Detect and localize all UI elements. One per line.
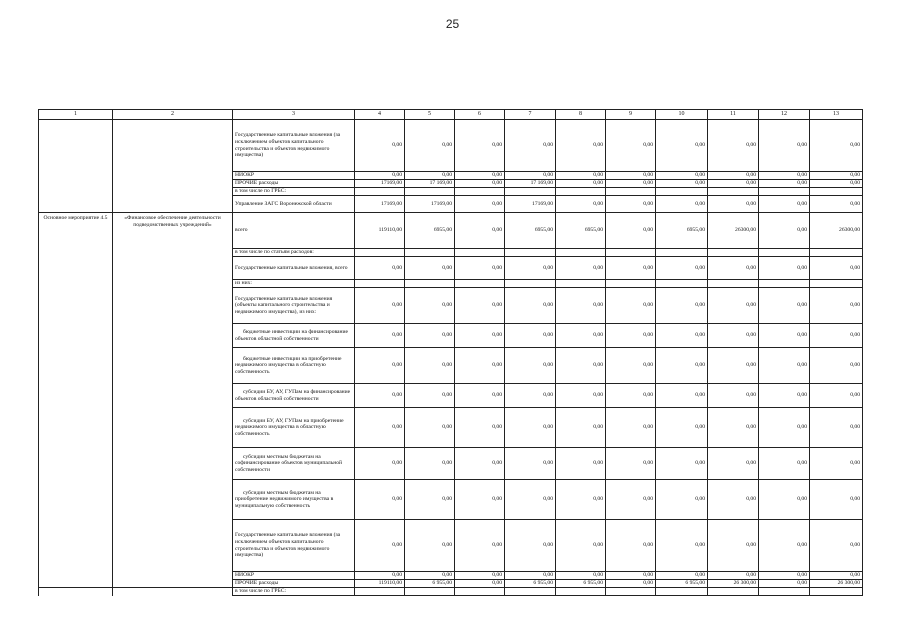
activity-name-cell (113, 257, 233, 280)
activity-cell (39, 180, 113, 188)
value-cell: 0,00 (355, 572, 405, 580)
value-cell: 0,00 (810, 172, 863, 180)
value-cell (455, 280, 505, 288)
value-cell: 0,00 (656, 520, 708, 572)
value-cell (759, 188, 810, 196)
header-row (39, 110, 863, 120)
budget-table (38, 109, 863, 596)
value-cell: 26 300,00 (810, 580, 863, 588)
activity-cell (39, 572, 113, 580)
value-cell (556, 588, 606, 596)
value-cell: 0,00 (455, 196, 505, 213)
value-cell: 0,00 (355, 288, 405, 324)
value-cell: 0,00 (355, 384, 405, 408)
table-row (39, 572, 863, 580)
value-cell: 0,00 (708, 180, 759, 188)
value-cell: 0,00 (556, 448, 606, 480)
value-cell: 17 169,00 (505, 180, 556, 188)
value-cell: 119110,00 (355, 580, 405, 588)
value-cell: 0,00 (405, 480, 455, 520)
value-cell: 0,00 (455, 448, 505, 480)
value-cell: 0,00 (455, 580, 505, 588)
value-cell: 0,00 (556, 180, 606, 188)
header-cell: 3 (233, 110, 355, 120)
value-cell: 0,00 (405, 448, 455, 480)
value-cell: 0,00 (455, 384, 505, 408)
activity-cell (39, 348, 113, 384)
activity-name-cell (113, 280, 233, 288)
value-cell: 0,00 (606, 408, 656, 448)
value-cell (405, 280, 455, 288)
value-cell: 0,00 (355, 324, 405, 348)
value-cell: 17 169,00 (405, 180, 455, 188)
expense-item-label: субсидии БУ, АУ, ГУПам на приобретение недвижимого имущества в областную собственность (233, 408, 355, 448)
value-cell: 0,00 (505, 257, 556, 280)
value-cell: 119110,00 (355, 213, 405, 249)
expense-item-label: ПРОЧИЕ расходы (233, 580, 355, 588)
value-cell: 0,00 (405, 172, 455, 180)
value-cell: 0,00 (505, 288, 556, 324)
activity-cell (39, 324, 113, 348)
value-cell: 0,00 (759, 196, 810, 213)
value-cell: 6955,00 (556, 213, 606, 249)
value-cell: 0,00 (656, 408, 708, 448)
table-row (39, 480, 863, 520)
value-cell (708, 249, 759, 257)
value-cell: 0,00 (656, 257, 708, 280)
value-cell: 0,00 (606, 480, 656, 520)
value-cell (455, 188, 505, 196)
activity-name: «Финансовое обеспечение деятельности подведомственных учреждений» (113, 213, 233, 249)
value-cell: 0,00 (810, 180, 863, 188)
activity-name-cell (113, 480, 233, 520)
value-cell: 0,00 (405, 384, 455, 408)
value-cell: 0,00 (606, 580, 656, 588)
value-cell (656, 280, 708, 288)
activity-cell (39, 288, 113, 324)
activity-cell (39, 249, 113, 257)
value-cell (606, 249, 656, 257)
value-cell: 0,00 (656, 448, 708, 480)
value-cell: 0,00 (355, 172, 405, 180)
value-cell: 0,00 (656, 348, 708, 384)
expense-item-label: Государственные капитальные вложения (за исключением объектов капитального строительства и объектов недвижимого имущества) (233, 120, 355, 172)
value-cell: 0,00 (606, 213, 656, 249)
value-cell: 0,00 (708, 408, 759, 448)
table-row (39, 172, 863, 180)
value-cell: 6955,00 (405, 213, 455, 249)
value-cell: 0,00 (455, 480, 505, 520)
expense-item-label: субсидии местным бюджетам на софинансирование объектов муниципальной собственности (233, 448, 355, 480)
value-cell: 0,00 (606, 172, 656, 180)
header-cell: 8 (556, 110, 606, 120)
value-cell: 0,00 (759, 572, 810, 580)
value-cell: 0,00 (556, 324, 606, 348)
header-cell: 9 (606, 110, 656, 120)
table-row (39, 280, 863, 288)
value-cell (810, 280, 863, 288)
value-cell: 0,00 (355, 348, 405, 384)
value-cell (759, 588, 810, 596)
value-cell: 17169,00 (505, 196, 556, 213)
activity-name-cell (113, 408, 233, 448)
value-cell: 0,00 (810, 572, 863, 580)
value-cell: 0,00 (455, 520, 505, 572)
value-cell (810, 249, 863, 257)
value-cell: 0,00 (708, 520, 759, 572)
expense-item-label: бюджетные инвестиции на финансирование объектов областной собственности (233, 324, 355, 348)
table-row (39, 384, 863, 408)
value-cell: 6955,00 (656, 213, 708, 249)
value-cell: 0,00 (405, 408, 455, 448)
value-cell (355, 188, 405, 196)
value-cell: 0,00 (606, 120, 656, 172)
value-cell (810, 188, 863, 196)
table-row (39, 520, 863, 572)
value-cell: 0,00 (759, 288, 810, 324)
value-cell: 0,00 (505, 120, 556, 172)
value-cell: 0,00 (708, 384, 759, 408)
value-cell: 0,00 (810, 408, 863, 448)
value-cell: 0,00 (810, 448, 863, 480)
value-cell: 17169,00 (355, 180, 405, 188)
table-row (39, 580, 863, 588)
value-cell: 0,00 (759, 257, 810, 280)
value-cell (656, 588, 708, 596)
value-cell (505, 249, 556, 257)
value-cell: 0,00 (405, 348, 455, 384)
value-cell (810, 588, 863, 596)
value-cell (606, 280, 656, 288)
value-cell (455, 588, 505, 596)
value-cell: 0,00 (556, 172, 606, 180)
value-cell (606, 188, 656, 196)
value-cell (405, 588, 455, 596)
table-row (39, 180, 863, 188)
value-cell: 17169,00 (405, 196, 455, 213)
header-cell: 4 (355, 110, 405, 120)
value-cell: 0,00 (405, 288, 455, 324)
header-cell: 5 (405, 110, 455, 120)
expense-item-label: субсидии местным бюджетам на приобретение недвижимого имущества в муниципальную собственность (233, 480, 355, 520)
expense-item-label: субсидии БУ, АУ, ГУПам на финансирование объектов областной собственности (233, 384, 355, 408)
value-cell: 0,00 (759, 408, 810, 448)
value-cell: 0,00 (656, 180, 708, 188)
expense-item-label: НИОКР (233, 572, 355, 580)
value-cell: 0,00 (405, 120, 455, 172)
activity-cell (39, 120, 113, 172)
value-cell: 0,00 (606, 348, 656, 384)
value-cell: 0,00 (556, 480, 606, 520)
value-cell: 26300,00 (708, 213, 759, 249)
value-cell: 0,00 (708, 480, 759, 520)
expense-item-label: всего (233, 213, 355, 249)
activity-name-cell (113, 348, 233, 384)
value-cell: 0,00 (708, 288, 759, 324)
table-row (39, 448, 863, 480)
value-cell: 0,00 (606, 384, 656, 408)
value-cell: 0,00 (455, 408, 505, 448)
activity-name-cell (113, 196, 233, 213)
activity-cell (39, 520, 113, 572)
table-row (39, 249, 863, 257)
value-cell: 0,00 (455, 257, 505, 280)
value-cell: 0,00 (759, 172, 810, 180)
value-cell: 0,00 (556, 257, 606, 280)
activity-cell (39, 408, 113, 448)
value-cell: 6 955,00 (405, 580, 455, 588)
value-cell: 0,00 (810, 348, 863, 384)
activity-name-cell (113, 288, 233, 324)
activity-name-cell (113, 324, 233, 348)
value-cell: 0,00 (708, 448, 759, 480)
value-cell: 0,00 (355, 480, 405, 520)
value-cell: 0,00 (556, 384, 606, 408)
value-cell (556, 188, 606, 196)
value-cell: 0,00 (708, 172, 759, 180)
activity-name-cell (113, 580, 233, 588)
value-cell: 0,00 (556, 408, 606, 448)
activity-name-cell (113, 384, 233, 408)
activity-name-cell (113, 249, 233, 257)
value-cell: 0,00 (656, 288, 708, 324)
activity-cell (39, 384, 113, 408)
table-row (39, 348, 863, 384)
value-cell: 0,00 (810, 480, 863, 520)
activity-name-cell (113, 588, 233, 596)
value-cell (355, 280, 405, 288)
value-cell: 0,00 (505, 572, 556, 580)
value-cell: 0,00 (505, 520, 556, 572)
value-cell: 0,00 (455, 288, 505, 324)
value-cell: 0,00 (505, 348, 556, 384)
value-cell: 0,00 (556, 120, 606, 172)
expense-item-label: в том числе по статьям расходов: (233, 249, 355, 257)
header-cell: 2 (113, 110, 233, 120)
value-cell: 0,00 (556, 196, 606, 213)
value-cell: 0,00 (505, 448, 556, 480)
value-cell: 0,00 (455, 180, 505, 188)
activity-code: Основное мероприятие 4.5 (39, 213, 113, 249)
value-cell: 0,00 (656, 120, 708, 172)
value-cell: 0,00 (759, 480, 810, 520)
activity-cell (39, 172, 113, 180)
activity-name-cell (113, 520, 233, 572)
value-cell: 0,00 (556, 572, 606, 580)
value-cell: 0,00 (708, 572, 759, 580)
table-row (39, 120, 863, 172)
value-cell (505, 588, 556, 596)
value-cell: 0,00 (708, 120, 759, 172)
value-cell: 26 300,00 (708, 580, 759, 588)
expense-item-label: ПРОЧИЕ расходы (233, 180, 355, 188)
activity-cell (39, 580, 113, 588)
value-cell: 0,00 (810, 196, 863, 213)
value-cell: 0,00 (505, 324, 556, 348)
activity-cell (39, 188, 113, 196)
table-row (39, 196, 863, 213)
value-cell (556, 249, 606, 257)
value-cell: 0,00 (810, 324, 863, 348)
value-cell: 0,00 (708, 196, 759, 213)
value-cell: 0,00 (455, 120, 505, 172)
value-cell: 0,00 (759, 448, 810, 480)
value-cell: 0,00 (606, 196, 656, 213)
activity-name-cell (113, 120, 233, 172)
table-row (39, 324, 863, 348)
activity-name-cell (113, 188, 233, 196)
value-cell: 0,00 (355, 448, 405, 480)
value-cell: 17169,00 (355, 196, 405, 213)
value-cell: 0,00 (405, 324, 455, 348)
value-cell: 0,00 (606, 288, 656, 324)
value-cell: 0,00 (606, 257, 656, 280)
value-cell: 0,00 (455, 348, 505, 384)
value-cell: 0,00 (556, 288, 606, 324)
value-cell (505, 188, 556, 196)
value-cell: 0,00 (810, 288, 863, 324)
value-cell: 0,00 (405, 520, 455, 572)
value-cell: 0,00 (606, 520, 656, 572)
expense-item-label: Государственные капитальные вложения, всего (233, 257, 355, 280)
value-cell (708, 588, 759, 596)
value-cell (708, 280, 759, 288)
page-number: 25 (445, 17, 460, 31)
header-cell: 6 (455, 110, 505, 120)
value-cell (556, 280, 606, 288)
value-cell: 0,00 (708, 257, 759, 280)
value-cell: 26300,00 (810, 213, 863, 249)
value-cell: 0,00 (455, 213, 505, 249)
value-cell: 0,00 (455, 324, 505, 348)
value-cell: 0,00 (355, 120, 405, 172)
value-cell: 0,00 (355, 520, 405, 572)
value-cell: 6 955,00 (556, 580, 606, 588)
activity-name-cell (113, 172, 233, 180)
value-cell: 0,00 (606, 324, 656, 348)
value-cell (759, 249, 810, 257)
value-cell: 0,00 (656, 324, 708, 348)
activity-name-cell (113, 448, 233, 480)
value-cell: 0,00 (455, 572, 505, 580)
value-cell: 0,00 (759, 180, 810, 188)
value-cell: 0,00 (656, 172, 708, 180)
value-cell: 0,00 (759, 324, 810, 348)
value-cell: 0,00 (759, 213, 810, 249)
value-cell: 0,00 (810, 257, 863, 280)
expense-item-label: Государственные капитальные вложения (объекты капитального строительства и недвижимого имущества), из них: (233, 288, 355, 324)
value-cell: 0,00 (355, 257, 405, 280)
expense-item-label: Управление ЗАГС Воронежской области (233, 196, 355, 213)
activity-cell (39, 480, 113, 520)
value-cell: 0,00 (759, 384, 810, 408)
activity-cell (39, 196, 113, 213)
activity-name-cell (113, 572, 233, 580)
value-cell: 6955,00 (505, 213, 556, 249)
value-cell: 0,00 (656, 196, 708, 213)
activity-name-cell (113, 180, 233, 188)
value-cell: 0,00 (810, 520, 863, 572)
value-cell: 0,00 (505, 408, 556, 448)
table-row (39, 408, 863, 448)
value-cell: 0,00 (405, 572, 455, 580)
value-cell (405, 188, 455, 196)
value-cell: 6 955,00 (656, 580, 708, 588)
expense-item-label: в том числе по ГРБС: (233, 188, 355, 196)
activity-cell (39, 588, 113, 596)
value-cell: 0,00 (556, 520, 606, 572)
table-row (39, 257, 863, 280)
value-cell: 0,00 (355, 408, 405, 448)
expense-item-label: из них: (233, 280, 355, 288)
value-cell: 0,00 (556, 348, 606, 384)
value-cell (656, 249, 708, 257)
value-cell: 0,00 (810, 384, 863, 408)
value-cell: 0,00 (656, 384, 708, 408)
value-cell: 0,00 (606, 572, 656, 580)
value-cell: 0,00 (606, 448, 656, 480)
value-cell (656, 188, 708, 196)
value-cell: 0,00 (810, 120, 863, 172)
value-cell: 0,00 (759, 580, 810, 588)
value-cell: 0,00 (656, 480, 708, 520)
activity-cell (39, 448, 113, 480)
value-cell: 6 955,00 (505, 580, 556, 588)
value-cell (759, 280, 810, 288)
value-cell: 0,00 (606, 180, 656, 188)
value-cell (708, 188, 759, 196)
value-cell (505, 280, 556, 288)
value-cell: 0,00 (759, 520, 810, 572)
header-cell: 13 (810, 110, 863, 120)
value-cell: 0,00 (455, 172, 505, 180)
table-row (39, 213, 863, 249)
value-cell: 0,00 (759, 348, 810, 384)
activity-cell (39, 280, 113, 288)
value-cell: 0,00 (656, 572, 708, 580)
table-row (39, 288, 863, 324)
header-cell: 10 (656, 110, 708, 120)
value-cell: 0,00 (405, 257, 455, 280)
value-cell (606, 588, 656, 596)
value-cell: 0,00 (505, 480, 556, 520)
header-cell: 12 (759, 110, 810, 120)
value-cell (355, 249, 405, 257)
value-cell: 0,00 (505, 384, 556, 408)
table-row (39, 588, 863, 596)
header-cell: 1 (39, 110, 113, 120)
table-row (39, 188, 863, 196)
value-cell: 0,00 (505, 172, 556, 180)
value-cell: 0,00 (708, 324, 759, 348)
expense-item-label: Государственные капитальные вложения (за исключением объектов капитального строительства и объектов недвижимого имущества) (233, 520, 355, 572)
expense-item-label: в том числе по ГРБС: (233, 588, 355, 596)
header-cell: 7 (505, 110, 556, 120)
header-cell: 11 (708, 110, 759, 120)
value-cell (455, 249, 505, 257)
value-cell: 0,00 (759, 120, 810, 172)
value-cell: 0,00 (708, 348, 759, 384)
activity-cell (39, 257, 113, 280)
expense-item-label: бюджетные инвестиции на приобретение недвижимого имущества в областную собственность (233, 348, 355, 384)
value-cell (405, 249, 455, 257)
value-cell (355, 588, 405, 596)
expense-item-label: НИОКР (233, 172, 355, 180)
